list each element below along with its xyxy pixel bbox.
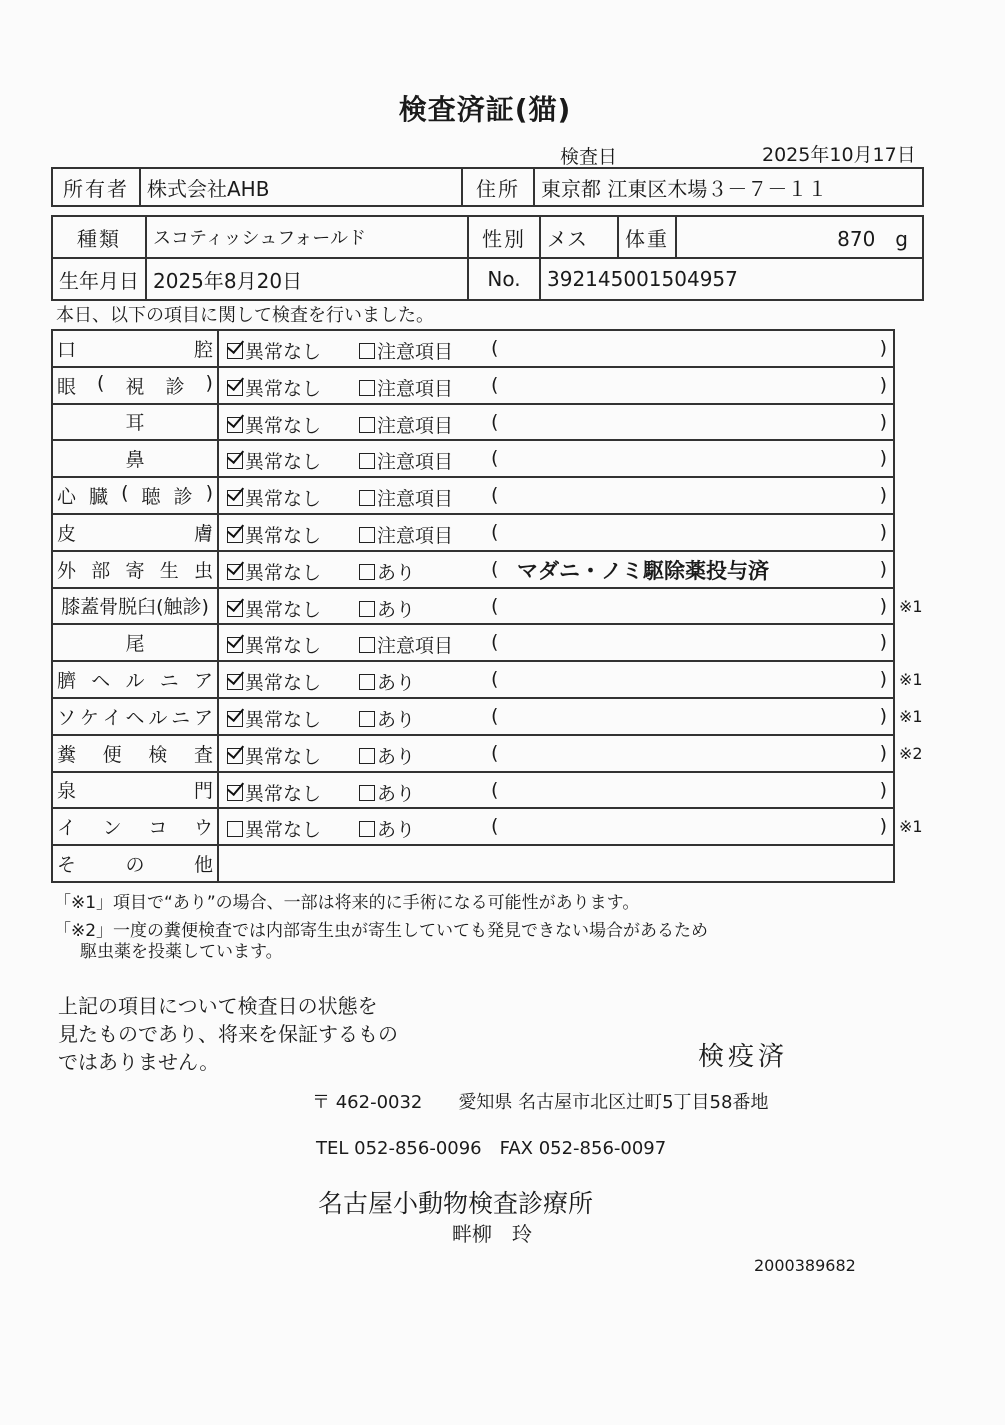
finding-checkbox[interactable] xyxy=(359,374,453,401)
finding-label: あり xyxy=(377,819,416,842)
exam-row-other xyxy=(52,845,894,882)
note-open-paren: ( xyxy=(491,520,499,543)
exam-row xyxy=(52,367,894,404)
exam-options xyxy=(218,698,894,735)
note-open-paren: ( xyxy=(491,337,499,359)
note-close-paren: ) xyxy=(879,447,887,470)
finding-checkbox[interactable] xyxy=(359,779,415,806)
checkbox-icon xyxy=(227,785,243,801)
finding-checkbox[interactable] xyxy=(359,631,453,658)
other-label xyxy=(52,845,218,882)
normal-checkbox[interactable] xyxy=(227,668,321,695)
no-value: 392145001504957 xyxy=(540,258,923,300)
remark-mark: ※2 xyxy=(899,743,923,763)
checkbox-icon xyxy=(359,637,375,653)
exam-item-name-char: 診 xyxy=(173,486,193,509)
exam-item-name xyxy=(52,588,218,625)
note-close-paren: ) xyxy=(879,373,887,396)
note-open-paren: ( xyxy=(491,594,499,617)
checkbox-icon xyxy=(359,711,375,727)
exam-item-name xyxy=(52,772,218,809)
exam-note: マダニ・ノミ駆除薬投与済 xyxy=(517,558,769,583)
exam-item-name-char: ル xyxy=(148,706,168,729)
exam-options xyxy=(218,551,894,588)
normal-label: 異常なし xyxy=(245,488,322,511)
note-open-paren: ( xyxy=(491,557,499,580)
exam-options xyxy=(218,624,894,661)
checkbox-icon xyxy=(227,821,243,837)
note-close-paren: ) xyxy=(879,668,887,691)
sex-label: 性別 xyxy=(468,216,540,258)
birth-value: 2025年8月20日 xyxy=(146,258,468,300)
checkbox-icon xyxy=(359,821,375,837)
exam-item-name-char: 尾 xyxy=(125,633,145,656)
intro-text: 本日、以下の項目に関して検査を行いました。 xyxy=(56,305,434,326)
checkbox-icon xyxy=(227,417,243,433)
no-label: No. xyxy=(468,258,540,300)
exam-item-name-char: ヘ xyxy=(125,706,145,729)
finding-label: 注意項目 xyxy=(377,377,454,400)
exam-row xyxy=(52,735,894,772)
exam-date-label: 検査日 xyxy=(560,146,618,168)
exam-options xyxy=(218,440,894,477)
clinic-address: 〒 462-0032 愛知県 名古屋市北区辻町5丁目58番地 xyxy=(312,1092,769,1113)
other-label-char: の xyxy=(125,854,145,877)
exam-options xyxy=(218,367,894,404)
exam-row xyxy=(52,330,894,367)
exam-item-name-char: ル xyxy=(125,670,145,693)
note-open-paren: ( xyxy=(491,373,499,396)
address-label: 住所 xyxy=(462,168,534,206)
exam-item-name-char: ウ xyxy=(193,817,213,840)
normal-checkbox[interactable] xyxy=(227,595,321,622)
finding-checkbox[interactable] xyxy=(359,742,415,769)
remark-mark: ※1 xyxy=(899,670,923,690)
checkbox-icon xyxy=(359,490,375,506)
finding-checkbox[interactable] xyxy=(359,337,453,364)
normal-label: 異常なし xyxy=(245,819,322,842)
normal-checkbox[interactable] xyxy=(227,558,321,585)
note-open-paren: ( xyxy=(491,484,499,507)
owner-label: 所有者 xyxy=(52,168,140,206)
checkbox-icon xyxy=(359,785,375,801)
finding-label: 注意項目 xyxy=(377,524,454,547)
note-close-paren: ) xyxy=(879,778,887,801)
normal-checkbox[interactable] xyxy=(227,779,321,806)
checkbox-icon xyxy=(359,380,375,396)
exam-item-name-char: 眼 xyxy=(57,375,77,398)
note-open-paren: ( xyxy=(491,815,499,838)
normal-label: 異常なし xyxy=(245,524,322,547)
normal-checkbox[interactable] xyxy=(227,447,321,474)
exam-item-name-char: 糞 xyxy=(57,743,77,766)
clinic-tel-fax: TEL 052-856-0096 FAX 052-856-0097 xyxy=(316,1138,667,1159)
exam-row xyxy=(52,808,894,845)
checkbox-icon xyxy=(227,674,243,690)
exam-item-name-char: ( xyxy=(97,371,105,394)
exam-item-name xyxy=(52,514,218,551)
exam-items-table xyxy=(51,329,895,883)
exam-row xyxy=(52,514,894,551)
note-close-paren: ) xyxy=(879,557,887,580)
page-title: 検査済証(猫) xyxy=(398,93,572,126)
exam-options xyxy=(218,772,894,809)
finding-label: 注意項目 xyxy=(377,341,454,363)
exam-item-name-char: イ xyxy=(57,817,77,840)
finding-label: あり xyxy=(377,672,416,695)
finding-checkbox[interactable] xyxy=(359,595,415,622)
footnote-2: 「※2」一度の糞便検査では内部寄生虫が寄生していても発見できない場合があるため xyxy=(54,921,709,941)
exam-item-name-char: 口 xyxy=(57,338,77,361)
owner-value: 株式会社AHB xyxy=(140,168,462,206)
exam-item-name-char: 便 xyxy=(102,743,122,766)
checkbox-icon xyxy=(227,343,243,359)
finding-label: あり xyxy=(377,561,416,584)
exam-item-name-char: ソ xyxy=(57,706,77,729)
exam-item-name-char: 腔 xyxy=(193,338,213,361)
checkbox-icon xyxy=(227,711,243,727)
exam-row xyxy=(52,477,894,514)
note-close-paren: ) xyxy=(879,815,887,838)
note-open-paren: ( xyxy=(491,704,499,727)
finding-checkbox[interactable] xyxy=(359,705,415,732)
exam-item-name-char: 鼻 xyxy=(125,449,145,472)
checkbox-icon xyxy=(359,453,375,469)
exam-item-name-char: 心 xyxy=(57,486,77,509)
exam-item-name-char: ) xyxy=(205,371,213,394)
finding-checkbox[interactable] xyxy=(359,411,453,438)
note-open-paren: ( xyxy=(491,631,499,654)
exam-item-name-char: 膚 xyxy=(193,522,213,545)
exam-row xyxy=(52,772,894,809)
normal-checkbox[interactable] xyxy=(227,815,321,842)
finding-label: あり xyxy=(377,708,416,731)
note-open-paren: ( xyxy=(491,447,499,470)
exam-item-name xyxy=(52,367,218,404)
exam-item-name-char: 皮 xyxy=(57,522,77,545)
finding-label: あり xyxy=(377,782,416,805)
exam-row xyxy=(52,404,894,441)
exam-item-name-char: ア xyxy=(193,706,213,729)
finding-label: 注意項目 xyxy=(377,635,454,658)
quarantine-stamp: 検疫済 xyxy=(698,1042,789,1072)
normal-checkbox[interactable] xyxy=(227,374,321,401)
checkbox-icon xyxy=(359,564,375,580)
checkbox-icon xyxy=(227,527,243,543)
exam-item-name xyxy=(52,735,218,772)
checkbox-icon xyxy=(227,601,243,617)
remark-mark: ※1 xyxy=(899,596,923,616)
exam-options xyxy=(218,588,894,625)
normal-label: 異常なし xyxy=(245,598,322,621)
exam-row xyxy=(52,624,894,661)
checkbox-icon xyxy=(359,417,375,433)
normal-label: 異常なし xyxy=(245,635,322,658)
note-open-paren: ( xyxy=(491,778,499,801)
checkbox-icon xyxy=(227,637,243,653)
footnote-1: 「※1」項目で“あり”の場合、一部は将来的に手術になる可能性があります。 xyxy=(54,893,640,913)
exam-options xyxy=(218,661,894,698)
exam-item-name-char: 泉 xyxy=(57,780,77,803)
normal-checkbox[interactable] xyxy=(227,484,321,511)
checkbox-icon xyxy=(359,748,375,764)
checkbox-icon xyxy=(227,564,243,580)
normal-label: 異常なし xyxy=(245,782,322,805)
note-close-paren: ) xyxy=(879,337,887,359)
exam-item-name-char: ニ xyxy=(159,670,179,693)
exam-options xyxy=(218,808,894,845)
exam-item-name-char: 検 xyxy=(148,743,168,766)
checkbox-icon xyxy=(359,527,375,543)
finding-checkbox[interactable] xyxy=(359,521,453,548)
exam-item-name-char: 門 xyxy=(193,780,213,803)
normal-checkbox[interactable] xyxy=(227,705,321,732)
exam-item-name-char: ン xyxy=(102,817,122,840)
finding-checkbox[interactable] xyxy=(359,558,415,585)
exam-item-name-char: 臓 xyxy=(89,486,109,509)
exam-item-name-char: 膝蓋骨脱臼(触診) xyxy=(61,596,209,619)
remark-mark: ※1 xyxy=(899,707,923,726)
note-open-paren: ( xyxy=(491,410,499,433)
exam-options xyxy=(218,514,894,551)
footnote-2-cont: 駆虫薬を投薬しています。 xyxy=(80,942,283,962)
normal-checkbox[interactable] xyxy=(227,411,321,438)
finding-checkbox[interactable] xyxy=(359,447,453,474)
checkbox-icon xyxy=(227,748,243,764)
normal-label: 異常なし xyxy=(245,561,322,584)
breed-label: 種類 xyxy=(52,216,146,258)
normal-label: 異常なし xyxy=(245,341,322,363)
exam-item-name xyxy=(52,330,218,367)
finding-label: 注意項目 xyxy=(377,451,454,474)
exam-item-name xyxy=(52,624,218,661)
finding-label: 注意項目 xyxy=(377,414,454,437)
other-value[interactable] xyxy=(218,845,894,882)
exam-item-name-char: コ xyxy=(148,817,168,840)
exam-row xyxy=(52,440,894,477)
exam-options xyxy=(218,330,894,367)
pet-info-table xyxy=(51,215,924,301)
exam-item-name-char: 臍 xyxy=(57,670,77,693)
note-close-paren: ) xyxy=(879,410,887,433)
exam-item-name-char: 診 xyxy=(165,375,185,398)
exam-item-name-char: 外 xyxy=(57,559,77,582)
exam-item-name-char: ( xyxy=(121,482,129,505)
note-close-paren: ) xyxy=(879,484,887,507)
statement-line-1: 上記の項目について検査日の状態を xyxy=(58,994,378,1018)
sex-value: メス xyxy=(540,216,618,258)
finding-label: 注意項目 xyxy=(377,488,454,511)
note-close-paren: ) xyxy=(879,594,887,617)
serial-number: 2000389682 xyxy=(754,1256,856,1275)
normal-label: 異常なし xyxy=(245,377,322,400)
exam-options xyxy=(218,477,894,514)
exam-date: 2025年10月17日 xyxy=(762,144,916,166)
normal-checkbox[interactable] xyxy=(227,631,321,658)
exam-item-name-char: 耳 xyxy=(125,412,145,435)
examiner-name: 畔柳 玲 xyxy=(452,1222,532,1246)
remark-mark: ※1 xyxy=(899,817,923,837)
normal-label: 異常なし xyxy=(245,708,322,731)
normal-label: 異常なし xyxy=(245,451,322,474)
normal-checkbox[interactable] xyxy=(227,742,321,769)
exam-row xyxy=(52,551,894,588)
exam-item-name-char: 視 xyxy=(125,375,145,398)
exam-options xyxy=(218,404,894,441)
note-open-paren: ( xyxy=(491,741,499,764)
exam-item-name xyxy=(52,440,218,477)
finding-checkbox[interactable] xyxy=(359,815,415,842)
note-close-paren: ) xyxy=(879,631,887,654)
normal-label: 異常なし xyxy=(245,414,322,437)
normal-checkbox[interactable] xyxy=(227,337,321,364)
exam-item-name-char: 部 xyxy=(91,559,111,582)
finding-label: あり xyxy=(377,598,416,621)
exam-item-name xyxy=(52,551,218,588)
address-value: 東京都 江東区木場３－７－１１ xyxy=(534,168,923,206)
other-label-char: 他 xyxy=(193,854,213,877)
finding-checkbox[interactable] xyxy=(359,668,415,695)
exam-options xyxy=(218,735,894,772)
normal-label: 異常なし xyxy=(245,672,322,695)
checkbox-icon xyxy=(227,453,243,469)
exam-row xyxy=(52,661,894,698)
statement-line-2: 見たものであり、将来を保証するもの xyxy=(58,1022,398,1046)
exam-item-name-char: ア xyxy=(193,670,213,693)
exam-item-name xyxy=(52,661,218,698)
exam-row xyxy=(52,698,894,735)
statement-line-3: ではありません。 xyxy=(58,1050,220,1074)
checkbox-icon xyxy=(227,380,243,396)
normal-checkbox[interactable] xyxy=(227,521,321,548)
exam-row xyxy=(52,588,894,625)
note-close-paren: ) xyxy=(879,741,887,764)
checkbox-icon xyxy=(359,674,375,690)
checkbox-icon xyxy=(359,601,375,617)
exam-item-name-char: ) xyxy=(205,482,213,505)
exam-item-name xyxy=(52,404,218,441)
exam-item-name-char: イ xyxy=(102,706,122,729)
owner-table xyxy=(51,167,924,207)
exam-item-name-char: ケ xyxy=(79,706,99,729)
note-close-paren: ) xyxy=(879,704,887,727)
exam-item-name-char: 虫 xyxy=(193,559,213,582)
finding-label: あり xyxy=(377,745,416,768)
clinic-name: 名古屋小動物検査診療所 xyxy=(318,1189,594,1218)
checkbox-icon xyxy=(359,343,375,359)
exam-item-name xyxy=(52,698,218,735)
exam-item-name-char: ニ xyxy=(171,706,191,729)
weight-label: 体重 xyxy=(618,216,676,258)
weight-value: 870 g xyxy=(676,216,923,258)
normal-label: 異常なし xyxy=(245,745,322,768)
exam-item-name-char: 聴 xyxy=(141,486,161,509)
checkbox-icon xyxy=(227,490,243,506)
exam-item-name xyxy=(52,808,218,845)
exam-item-name xyxy=(52,477,218,514)
note-close-paren: ) xyxy=(879,520,887,543)
note-open-paren: ( xyxy=(491,668,499,691)
exam-item-name-char: 生 xyxy=(159,559,179,582)
exam-item-name-char: 査 xyxy=(193,743,213,766)
finding-checkbox[interactable] xyxy=(359,484,453,511)
other-label-char: そ xyxy=(57,854,77,877)
breed-value: スコティッシュフォールド xyxy=(146,216,468,258)
exam-item-name-char: ヘ xyxy=(91,670,111,693)
exam-item-name-char: 寄 xyxy=(125,559,145,582)
birth-label: 生年月日 xyxy=(52,258,146,300)
